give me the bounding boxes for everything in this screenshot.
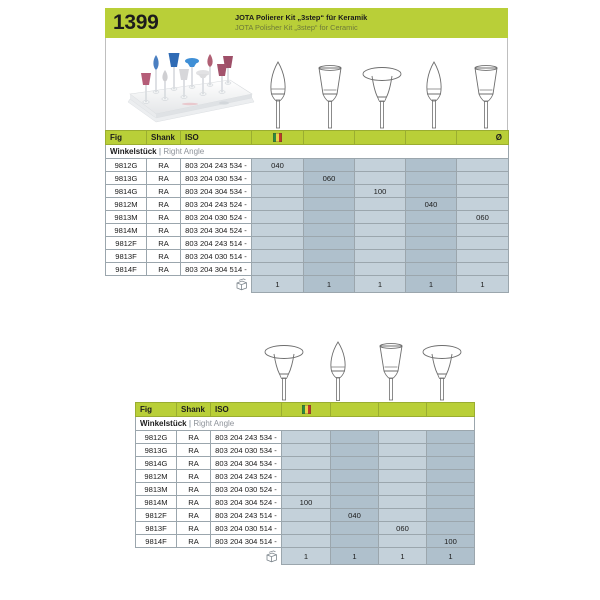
cell-iso: 803 204 030 514 - [211, 522, 282, 535]
packaging-row [106, 276, 509, 293]
cell-size [282, 509, 331, 522]
cell-size: 100 [355, 185, 406, 198]
table-group-row [106, 145, 509, 159]
cell-size [427, 470, 475, 483]
instrument-shape-cup [460, 46, 512, 130]
cell-size [282, 470, 331, 483]
table-row[interactable] [136, 444, 475, 457]
packaging-qty: 1 [379, 548, 427, 565]
spacer-cell [406, 131, 457, 145]
cell-shank: RA [147, 198, 181, 211]
cell-size [331, 496, 379, 509]
cell-size [252, 198, 304, 211]
group-label-en: Right Angle [163, 147, 205, 156]
cell-size [331, 431, 379, 444]
packaging-qty: 1 [457, 276, 509, 293]
table-row[interactable] [106, 211, 509, 224]
cell-size [252, 237, 304, 250]
cell-fig: 9813F [136, 522, 177, 535]
table-row[interactable] [106, 224, 509, 237]
table-row[interactable] [136, 535, 475, 548]
cell-iso: 803 204 243 534 - [211, 431, 282, 444]
packaging-qty: 1 [304, 276, 355, 293]
cell-size [304, 211, 355, 224]
cell-size [282, 483, 331, 496]
product-block-1399 [105, 8, 508, 293]
cell-size [427, 457, 475, 470]
group-label-en: Right Angle [193, 419, 235, 428]
cell-fig: 9812F [136, 509, 177, 522]
spacer-cell [304, 131, 355, 145]
table-row[interactable] [136, 509, 475, 522]
cell-fig: 9812M [106, 198, 147, 211]
table-row[interactable] [106, 237, 509, 250]
table-row[interactable] [106, 250, 509, 263]
instrument-shape-flame [408, 46, 460, 130]
cell-shank: RA [177, 457, 211, 470]
cell-size [304, 185, 355, 198]
cell-size [406, 211, 457, 224]
product-block-2 [135, 340, 474, 565]
cell-shank: RA [177, 496, 211, 509]
cell-iso: 803 204 304 514 - [181, 263, 252, 276]
table-header-row [136, 403, 475, 417]
cell-size [379, 457, 427, 470]
cell-size [427, 522, 475, 535]
cell-shank: RA [147, 263, 181, 276]
cell-size: 060 [379, 522, 427, 535]
cell-iso: 803 204 030 524 - [181, 211, 252, 224]
cell-size: 060 [457, 211, 509, 224]
table-row[interactable] [106, 159, 509, 172]
cell-shank: RA [177, 470, 211, 483]
packaging-qty: 1 [355, 276, 406, 293]
spacer-cell [355, 131, 406, 145]
packaging-qty: 1 [282, 548, 331, 565]
cell-fig: 9812M [136, 470, 177, 483]
cell-size [379, 431, 427, 444]
cell-iso: 803 204 304 534 - [211, 457, 282, 470]
cell-size [427, 431, 475, 444]
packaging-box-icon [181, 276, 252, 293]
column-header-diameter: Ø [457, 131, 509, 145]
cell-shank: RA [177, 509, 211, 522]
packaging-row [136, 548, 475, 565]
cell-iso: 803 204 243 524 - [181, 198, 252, 211]
packaging-spacer [177, 548, 211, 565]
cell-size [457, 263, 509, 276]
cell-size [457, 185, 509, 198]
spacer-cell [331, 403, 379, 417]
packaging-spacer [147, 276, 181, 293]
cell-size [282, 457, 331, 470]
cell-size [379, 444, 427, 457]
cell-size [379, 509, 427, 522]
cell-size [406, 263, 457, 276]
instrument-shape-lens [416, 340, 468, 402]
spacer-cell [379, 403, 427, 417]
cell-size [331, 522, 379, 535]
column-header-shank: Shank [147, 131, 181, 145]
cell-size [406, 224, 457, 237]
cell-size: 040 [252, 159, 304, 172]
cell-size [457, 159, 509, 172]
cell-shank: RA [147, 172, 181, 185]
cell-size [406, 237, 457, 250]
cell-iso: 803 204 243 514 - [181, 237, 252, 250]
cell-shank: RA [177, 522, 211, 535]
table-row[interactable] [106, 172, 509, 185]
group-label-separator: | [188, 419, 192, 428]
table-row[interactable] [136, 496, 475, 509]
product-title-de: JOTA Polierer Kit „3step“ für Keramik [235, 13, 368, 22]
cell-iso: 803 204 243 524 - [211, 470, 282, 483]
instrument-shape-lens [356, 46, 408, 130]
cell-size [282, 535, 331, 548]
cell-size [457, 198, 509, 211]
cell-size [355, 237, 406, 250]
cell-iso: 803 204 304 524 - [181, 224, 252, 237]
cell-size [331, 470, 379, 483]
cell-shank: RA [147, 237, 181, 250]
cell-size [252, 172, 304, 185]
group-label-cell [106, 145, 509, 159]
table-row[interactable] [136, 431, 475, 444]
cell-shank: RA [147, 159, 181, 172]
cell-size [304, 198, 355, 211]
product-image-strip [105, 38, 508, 130]
cell-size [282, 431, 331, 444]
cell-size [457, 172, 509, 185]
cell-fig: 9814F [106, 263, 147, 276]
table-header-row [106, 131, 509, 145]
cell-size [304, 159, 355, 172]
cell-shank: RA [177, 444, 211, 457]
cell-iso: 803 204 030 534 - [211, 444, 282, 457]
cell-size: 040 [331, 509, 379, 522]
cell-size: 100 [427, 535, 475, 548]
cell-fig: 9813M [106, 211, 147, 224]
table-row[interactable] [106, 185, 509, 198]
instrument-shape-cup [365, 340, 417, 402]
cell-size [331, 457, 379, 470]
cell-size [355, 172, 406, 185]
cell-shank: RA [147, 185, 181, 198]
instrument-shape-lens [258, 340, 310, 402]
cell-iso: 803 204 030 514 - [181, 250, 252, 263]
cell-size [406, 250, 457, 263]
cell-size [304, 263, 355, 276]
cell-size [331, 444, 379, 457]
cell-size [406, 172, 457, 185]
cell-iso: 803 204 304 514 - [211, 535, 282, 548]
cell-size [427, 483, 475, 496]
product-number: 1399 [113, 11, 159, 34]
packaging-spacer [106, 276, 147, 293]
packaging-spacer [136, 548, 177, 565]
cell-size [427, 444, 475, 457]
cell-size [379, 470, 427, 483]
group-label-separator: | [158, 147, 162, 156]
cell-size [282, 522, 331, 535]
instrument-shape-flame [252, 46, 304, 130]
cell-fig: 9814M [106, 224, 147, 237]
cell-size [355, 211, 406, 224]
product-title-texts [233, 8, 508, 38]
cell-size [355, 224, 406, 237]
packaging-qty: 1 [406, 276, 457, 293]
cell-shank: RA [147, 250, 181, 263]
group-label-de: Winkelstück [110, 147, 157, 156]
spacer-cell [427, 403, 475, 417]
group-label-de: Winkelstück [140, 419, 187, 428]
cell-iso: 803 204 243 514 - [211, 509, 282, 522]
cell-shank: RA [147, 224, 181, 237]
product-table-1 [105, 130, 509, 293]
product-table-2 [135, 402, 475, 565]
cell-shank: RA [177, 431, 211, 444]
cell-size [427, 496, 475, 509]
cell-size [252, 185, 304, 198]
cell-iso: 803 204 030 534 - [181, 172, 252, 185]
packaging-box-icon [211, 548, 282, 565]
column-header-fig: Fig [106, 131, 147, 145]
cell-fig: 9812G [136, 431, 177, 444]
cell-fig: 9814M [136, 496, 177, 509]
cell-iso: 803 204 304 534 - [181, 185, 252, 198]
cell-size [457, 237, 509, 250]
cell-size [406, 159, 457, 172]
cell-size [355, 250, 406, 263]
color-flag-icon [282, 403, 331, 417]
cell-size [457, 250, 509, 263]
group-label-cell [136, 417, 475, 431]
packaging-qty: 1 [331, 548, 379, 565]
cell-size [252, 211, 304, 224]
table-row[interactable] [136, 522, 475, 535]
cell-fig: 9814F [136, 535, 177, 548]
cell-iso: 803 204 243 534 - [181, 159, 252, 172]
cell-size [331, 535, 379, 548]
table-row[interactable] [136, 483, 475, 496]
instrument-shape-flame [312, 340, 364, 402]
cell-size [379, 483, 427, 496]
cell-size [355, 159, 406, 172]
cell-size: 040 [406, 198, 457, 211]
product-title-bar [105, 8, 508, 38]
cell-size [282, 444, 331, 457]
packaging-qty: 1 [427, 548, 475, 565]
cell-size [252, 263, 304, 276]
instrument-shape-row-2 [135, 340, 474, 402]
column-header-shank: Shank [177, 403, 211, 417]
cell-size [379, 496, 427, 509]
cell-fig: 9813F [106, 250, 147, 263]
cell-size [304, 224, 355, 237]
table-row[interactable] [136, 470, 475, 483]
instrument-shape-row-1 [252, 38, 507, 130]
cell-size [252, 250, 304, 263]
cell-size [355, 198, 406, 211]
instrument-shape-cup [304, 46, 356, 130]
cell-fig: 9814G [136, 457, 177, 470]
table-row[interactable] [106, 263, 509, 276]
cell-shank: RA [177, 483, 211, 496]
cell-size [457, 224, 509, 237]
cell-size [379, 535, 427, 548]
column-header-iso: ISO [211, 403, 282, 417]
cell-size [355, 263, 406, 276]
cell-size [427, 509, 475, 522]
cell-shank: RA [147, 211, 181, 224]
cell-fig: 9813G [106, 172, 147, 185]
cell-size [331, 483, 379, 496]
cell-fig: 9814G [106, 185, 147, 198]
product-title-en: JOTA Polisher Kit „3step“ for Ceramic [235, 23, 358, 32]
cell-iso: 803 204 030 524 - [211, 483, 282, 496]
cell-size: 100 [282, 496, 331, 509]
cell-fig: 9812G [106, 159, 147, 172]
table-row[interactable] [136, 457, 475, 470]
column-header-fig: Fig [136, 403, 177, 417]
cell-shank: RA [177, 535, 211, 548]
color-flag-icon [252, 131, 304, 145]
cell-iso: 803 204 304 524 - [211, 496, 282, 509]
column-header-iso: ISO [181, 131, 252, 145]
cell-size: 060 [304, 172, 355, 185]
polisher-kit-photo [112, 42, 262, 126]
cell-size [406, 185, 457, 198]
cell-size [304, 237, 355, 250]
cell-fig: 9812F [106, 237, 147, 250]
cell-fig: 9813G [136, 444, 177, 457]
table-row[interactable] [106, 198, 509, 211]
cell-size [304, 250, 355, 263]
table-group-row [136, 417, 475, 431]
cell-size [252, 224, 304, 237]
cell-fig: 9813M [136, 483, 177, 496]
packaging-qty: 1 [252, 276, 304, 293]
